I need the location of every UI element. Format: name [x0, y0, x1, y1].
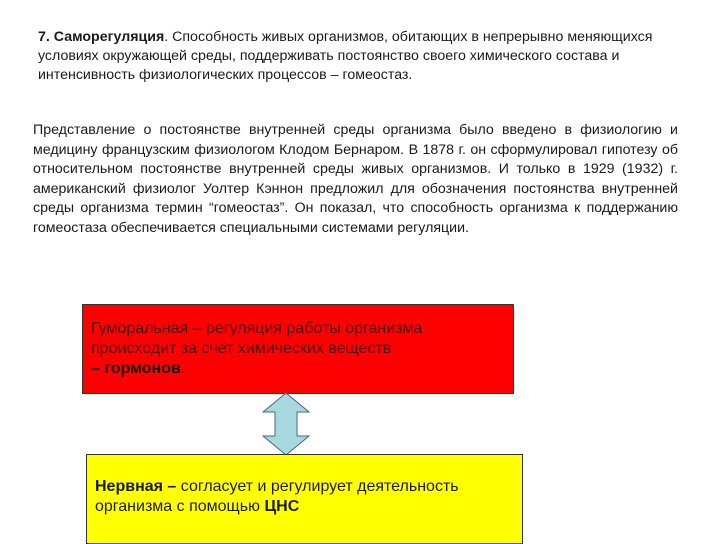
double-headed-vertical-arrow-icon: [262, 392, 310, 456]
humoral-description: – регуляция работы организма происходит за счет химических веществ: [91, 320, 423, 357]
body-paragraph: Представление о постоянстве внутренней среды организма было введено в физиологию и медицину французским физиологом Клодом Бернаром. В 1878 г. он сформулировал гипотезу об относительном постоянстве внутренней среды живых организмов. И только в 1929 (1932) г. американский физиолог Уолтер Кэннон предложил для обозначения постоянства внутренней среды организма термин “гомеостаз”. Он показал, что способность организма к поддержанию гомеостаза обеспечивается специальными системами регуляции.: [33, 122, 678, 236]
nervous-description: согласует и регулирует деятельность организма с помощью: [95, 478, 459, 515]
humoral-term: Гуморальная: [91, 320, 189, 337]
nervous-term: Нервная –: [95, 478, 177, 495]
heading-definition: . Способность живых организмов, обитающих в непрерывно меняющихся условиях окружающей среды, поддерживать постоянство своего химического состава и интенсивность физиологических процессов – гомеостаз.: [38, 29, 653, 83]
nervous-regulation-box: [86, 454, 523, 544]
humoral-regulation-box: [82, 304, 514, 394]
humoral-hormones: – гормонов: [91, 360, 181, 377]
section-heading: [38, 28, 678, 85]
heading-term: 7. Саморегуляция: [38, 29, 165, 45]
nervous-cns: ЦНС: [264, 498, 300, 515]
humoral-end: .: [180, 360, 186, 377]
